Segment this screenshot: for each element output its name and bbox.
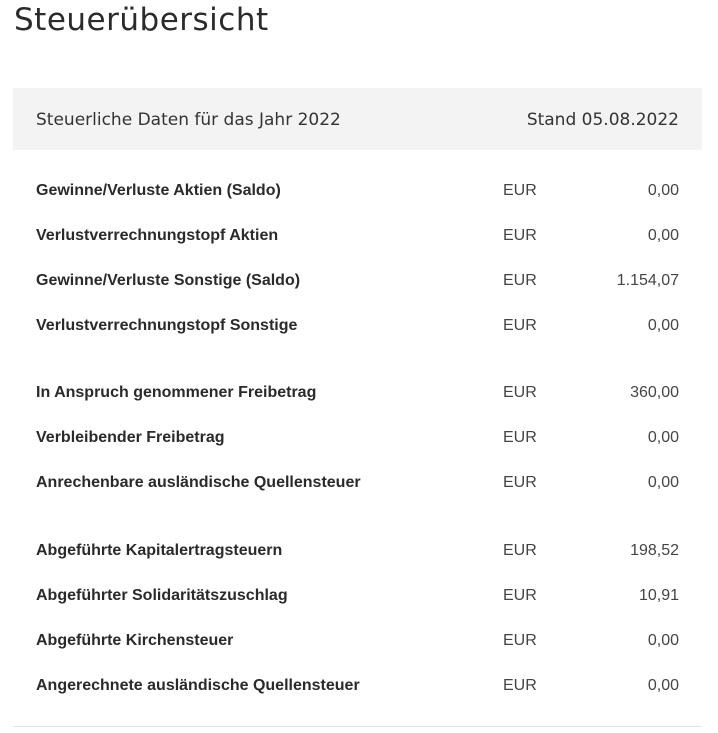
row-label: Gewinne/Verluste Sonstige (Saldo)	[36, 272, 301, 289]
row-label: Anrechenbare ausländische Quellensteuer	[36, 474, 361, 491]
row-label: Gewinne/Verluste Aktien (Saldo)	[36, 182, 281, 199]
row-amount: 0,00	[647, 474, 679, 491]
row-amount: 198,52	[630, 542, 679, 559]
row-label: Abgeführte Kirchensteuer	[36, 632, 234, 649]
row-label: Abgeführte Kapitalertragsteuern	[36, 542, 283, 559]
row-currency: EUR	[503, 632, 537, 649]
row-amount: 0,00	[647, 182, 679, 199]
tax-row-gains-losses-shares	[13, 168, 702, 213]
tax-row-loss-pot-shares	[13, 213, 702, 258]
row-amount: 360,00	[630, 384, 679, 401]
row-amount: 0,00	[647, 317, 679, 334]
row-currency: EUR	[503, 272, 537, 289]
tax-row-credited-foreign-withholding	[13, 663, 702, 708]
row-amount: 1.154,07	[616, 272, 679, 289]
row-currency: EUR	[503, 384, 537, 401]
tax-row-creditable-foreign-withholding	[13, 460, 702, 505]
tax-row-loss-pot-other	[13, 303, 702, 348]
bottom-divider	[13, 726, 702, 727]
row-currency: EUR	[503, 317, 537, 334]
tax-row-church-tax	[13, 618, 702, 663]
row-currency: EUR	[503, 429, 537, 446]
row-amount: 0,00	[647, 677, 679, 694]
tax-year-label: Steuerliche Daten für das Jahr 2022	[36, 110, 341, 130]
row-currency: EUR	[503, 542, 537, 559]
row-currency: EUR	[503, 182, 537, 199]
row-amount: 10,91	[638, 587, 679, 604]
tax-row-gains-losses-other	[13, 258, 702, 303]
row-label: Verbleibender Freibetrag	[36, 429, 225, 446]
row-amount: 0,00	[647, 429, 679, 446]
page-title: Steuerübersicht	[14, 2, 269, 38]
tax-row-allowance-used	[13, 370, 702, 415]
tax-year-header	[13, 88, 702, 150]
tax-row-solidarity-surcharge	[13, 573, 702, 618]
row-label: Angerechnete ausländische Quellensteuer	[36, 677, 360, 694]
row-currency: EUR	[503, 677, 537, 694]
row-label: In Anspruch genommener Freibetrag	[36, 384, 317, 401]
tax-row-capital-gains-tax	[13, 528, 702, 573]
row-amount: 0,00	[647, 632, 679, 649]
row-currency: EUR	[503, 587, 537, 604]
row-label: Abgeführter Solidaritätszuschlag	[36, 587, 288, 604]
row-label: Verlustverrechnungstopf Sonstige	[36, 317, 298, 334]
row-currency: EUR	[503, 227, 537, 244]
as-of-date-label: Stand 05.08.2022	[526, 110, 679, 130]
row-amount: 0,00	[647, 227, 679, 244]
row-currency: EUR	[503, 474, 537, 491]
tax-row-allowance-remaining	[13, 415, 702, 460]
row-label: Verlustverrechnungstopf Aktien	[36, 227, 279, 244]
